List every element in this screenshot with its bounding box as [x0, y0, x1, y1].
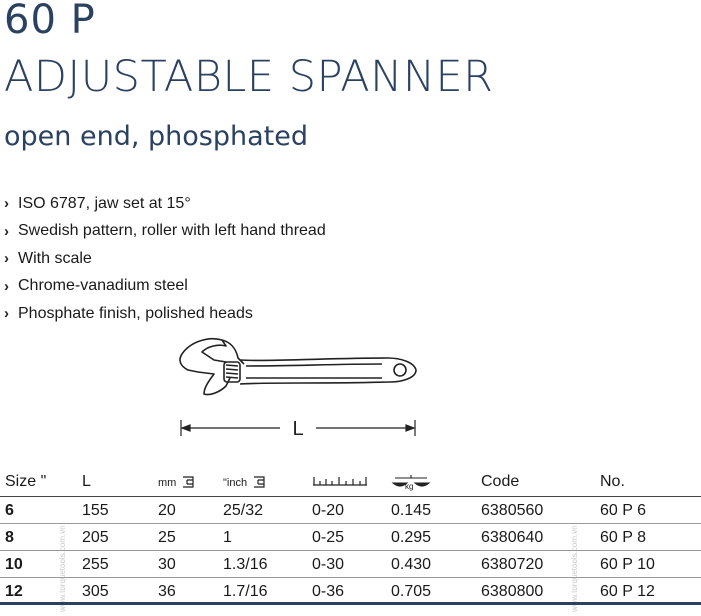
cell-mm: 25 — [158, 529, 176, 546]
feature-text: Swedish pattern, roller with left hand thread — [18, 222, 326, 240]
cell-length: 155 — [82, 502, 109, 519]
product-subtitle: open end, phosphated — [4, 121, 308, 152]
cell-code: 6380800 — [481, 583, 544, 600]
jaw-opening-icon — [252, 474, 268, 490]
cell-scale: 0-30 — [312, 556, 345, 573]
header-mm-label: mm — [158, 477, 177, 489]
spec-table — [0, 468, 701, 605]
header-weight-unit: kg — [405, 482, 414, 491]
cell-code: 6380640 — [481, 529, 544, 546]
product-title-name: ADJUSTABLE SPANNER — [4, 52, 494, 102]
cell-mm: 20 — [158, 502, 176, 519]
cell-inch: 1.7/16 — [223, 583, 268, 600]
cell-length: 255 — [82, 556, 109, 573]
cell-mm: 30 — [158, 556, 176, 573]
feature-text: Phosphate finish, polished heads — [18, 304, 253, 322]
chevron-right-icon: › — [4, 222, 9, 240]
cell-scale: 0-20 — [312, 502, 345, 519]
table-row — [0, 524, 701, 551]
jaw-opening-icon — [181, 474, 197, 490]
cell-inch: 25/32 — [223, 502, 264, 519]
cell-no: 60 P 6 — [600, 502, 646, 519]
header-size: Size " — [5, 473, 47, 490]
cell-size: 6 — [5, 502, 14, 519]
table-row — [0, 578, 701, 605]
cell-mm: 36 — [158, 583, 176, 600]
cell-size: 8 — [5, 529, 14, 546]
cell-inch: 1 — [223, 529, 232, 546]
cell-weight: 0.295 — [391, 529, 432, 546]
chevron-right-icon: › — [4, 305, 9, 323]
dimension-label: L — [292, 418, 304, 440]
feature-item — [4, 190, 326, 218]
table-row — [0, 551, 701, 578]
wrench-drawing — [168, 332, 428, 444]
feature-text: With scale — [18, 249, 92, 267]
table-row — [0, 497, 701, 524]
table-header-row — [0, 468, 701, 497]
cell-code: 6380720 — [481, 556, 544, 573]
ruler-scale-icon — [312, 473, 368, 487]
cell-size: 10 — [5, 556, 23, 573]
watermark-left: www.torquetools.com.vn — [58, 525, 67, 612]
header-code: Code — [481, 473, 520, 490]
cell-size: 12 — [5, 583, 23, 600]
cell-inch: 1.3/16 — [223, 556, 268, 573]
header-no: No. — [600, 473, 625, 490]
header-scale — [312, 473, 368, 492]
cell-scale: 0-25 — [312, 529, 345, 546]
header-mm — [158, 473, 197, 491]
cell-weight: 0.705 — [391, 583, 432, 600]
cell-no: 60 P 10 — [600, 556, 655, 573]
feature-item — [4, 245, 326, 273]
chevron-right-icon: › — [4, 195, 9, 213]
header-length: L — [82, 473, 91, 490]
chevron-right-icon: › — [4, 250, 9, 268]
cell-weight: 0.430 — [391, 556, 432, 573]
feature-item — [4, 273, 326, 301]
feature-item — [4, 300, 326, 328]
feature-text: ISO 6787, jaw set at 15° — [18, 194, 191, 212]
cell-no: 60 P 12 — [600, 583, 655, 600]
cell-length: 205 — [82, 529, 109, 546]
watermark-right: www.torquetools.com.vn — [570, 525, 579, 612]
cell-code: 6380560 — [481, 502, 544, 519]
cell-length: 305 — [82, 583, 109, 600]
chevron-right-icon: › — [4, 277, 9, 295]
cell-scale: 0-36 — [312, 583, 345, 600]
feature-item — [4, 218, 326, 246]
wrench-icon — [180, 339, 416, 395]
header-weight — [391, 473, 431, 496]
cell-weight: 0.145 — [391, 502, 432, 519]
header-inch — [223, 473, 268, 491]
product-title-code: 60 P — [4, 0, 96, 43]
feature-text: Chrome-vanadium steel — [18, 277, 188, 295]
cell-no: 60 P 8 — [600, 529, 646, 546]
feature-list — [4, 190, 326, 328]
header-inch-label: "inch — [223, 477, 248, 489]
